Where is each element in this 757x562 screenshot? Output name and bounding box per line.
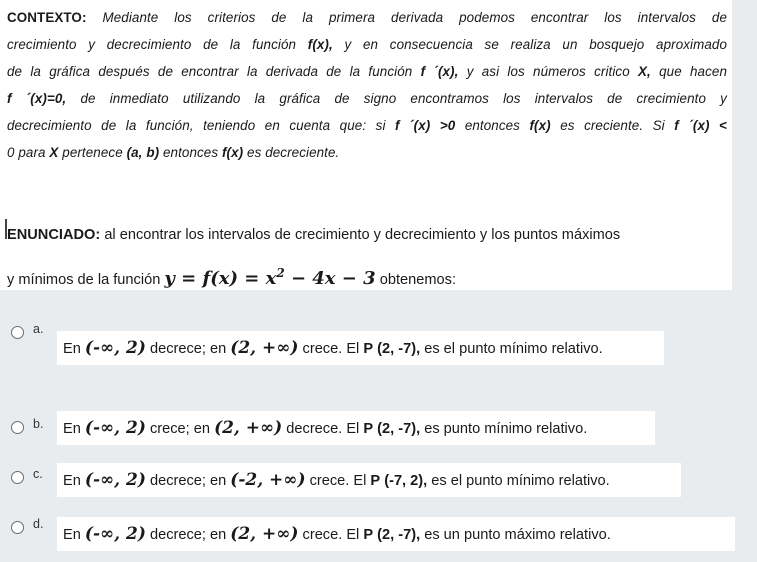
option-b-text[interactable]: En (-∞, 2) crece; en (2, +∞) decrece. El P (2, -7), es punto mínimo relativo. (57, 411, 655, 445)
statement-paragraph (7, 216, 727, 299)
option-c[interactable] (0, 467, 757, 507)
context-line-4: f ´(x)=0, de inmediato utilizando la gráfica de signo encontramos los intervalos de crecimiento y (7, 91, 727, 106)
option-b[interactable] (0, 417, 757, 457)
option-a-letter: a. (33, 322, 44, 336)
statement-line-1: ENUNCIADO: al encontrar los intervalos de crecimiento y decrecimiento y los puntos máximos (7, 227, 621, 243)
option-c-radio[interactable] (11, 471, 24, 484)
option-b-radio[interactable] (11, 421, 24, 434)
option-d[interactable] (0, 517, 757, 557)
function-formula: $y = f(x) = x^2 - 4x - 3$ (164, 266, 376, 289)
option-a-text[interactable]: En (-∞, 2) decrece; en (2, +∞) crece. El P (2, -7), es el punto mínimo relativo. (57, 331, 664, 365)
option-b-letter: b. (33, 417, 44, 431)
option-a-radio[interactable] (11, 326, 24, 339)
option-c-letter: c. (33, 467, 43, 481)
option-a[interactable] (0, 322, 757, 362)
option-d-letter: d. (33, 517, 44, 531)
option-c-text[interactable]: En (-∞, 2) decrece; en (-2, +∞) crece. El P (-7, 2), es el punto mínimo relativo. (57, 463, 681, 497)
context-line-1: CONTEXTO: Mediante los criterios de la primera derivada podemos encontrar los intervalos de (7, 10, 727, 25)
context-line-3: de la gráfica después de encontrar la derivada de la función f ´(x), y asi los números critico X, que hacen (7, 64, 727, 79)
option-d-radio[interactable] (11, 521, 24, 534)
option-d-text[interactable]: En (-∞, 2) decrece; en (2, +∞) crece. El P (2, -7), es un punto máximo relativo. (57, 517, 735, 551)
context-line-5: decrecimiento de la función, teniendo en cuenta que: si f ´(x) >0 entonces f(x) es creciente. Si f ´(x) < (7, 118, 727, 133)
context-line-2: crecimiento y decrecimiento de la función f(x), y en consecuencia se realiza un bosquejo aproximado (7, 37, 728, 52)
context-paragraph (7, 4, 727, 166)
context-label: CONTEXTO: (7, 10, 87, 25)
context-line-6: 0 para X pertenece (a, b) entonces f(x) es decreciente. (7, 145, 340, 160)
statement-line-2: y mínimos de la función $y = f(x) = x^2 - 4x - 3$ obtenemos: (7, 266, 457, 289)
question-panel (0, 0, 732, 290)
statement-label: ENUNCIADO: (7, 227, 101, 243)
